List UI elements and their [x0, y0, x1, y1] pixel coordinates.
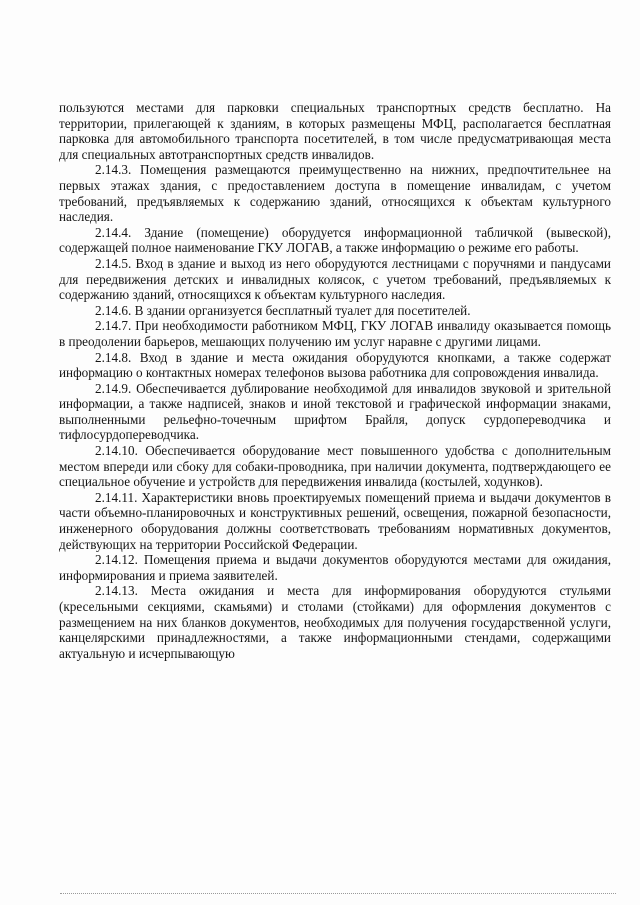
- paragraph-2-14-10: 2.14.10. Обеспечивается оборудование мест повышенного удобства с дополнительным местом впереди или сбоку для собаки-проводника, при наличии документа, подтверждающего ее специальное обучение и устройств для передвижения инвалида (костылей, ходунков).: [59, 443, 611, 490]
- paragraph-2-14-9: 2.14.9. Обеспечивается дублирование необходимой для инвалидов звуковой и зрительной информации, а также надписей, знаков и иной текстовой и графической информации знаками, выполненными рельефно-точечным шрифтом Брайля, допуск сурдопереводчика и тифлосурдопереводчика.: [59, 380, 611, 443]
- paragraph-2-14-3: 2.14.3. Помещения размещаются преимущественно на нижних, предпочтительнее на первых этажах здания, с предоставлением доступа в помещение инвалидам, с учетом требований, предъявляемых к содержанию зданий, относящихся к объектам культурного наследия.: [59, 162, 611, 225]
- paragraph-parking: пользуются местами для парковки специальных транспортных средств бесплатно. На территории, прилегающей к зданиям, в которых размещены МФЦ, располагается бесплатная парковка для автомобильного транспорта посетителей, в том числе предусматривающая места для специальных автотранспортных средств инвалидов.: [59, 100, 611, 162]
- document-text: [59, 100, 611, 661]
- paragraph-2-14-11: 2.14.11. Характеристики вновь проектируемых помещений приема и выдачи документов в части объемно-планировочных и конструктивных решений, освещения, пожарной безопасности, инженерного оборудования должны соответствовать требованиям нормативных документов, действующих на территории Российской Федерации.: [59, 489, 611, 552]
- paragraph-2-14-8: 2.14.8. Вход в здание и места ожидания оборудуются кнопками, а также содержат информацию о контактных номерах телефонов вызова работника для сопровождения инвалида.: [59, 349, 611, 381]
- page-bottom-edge: [60, 893, 616, 894]
- paragraph-2-14-4: 2.14.4. Здание (помещение) оборудуется информационной табличкой (вывеской), содержащей полное наименование ГКУ ЛОГАВ, а также информацию о режиме его работы.: [59, 224, 611, 256]
- paragraph-2-14-13: 2.14.13. Места ожидания и места для информирования оборудуются стульями (кресельными секциями, скамьями) и столами (стойками) для оформления документов с размещением на них бланков документов, необходимых для получения государственной услуги, канцелярскими принадлежностями, а также информационными стендами, содержащими актуальную и исчерпывающую: [59, 583, 611, 661]
- paragraph-2-14-12: 2.14.12. Помещения приема и выдачи документов оборудуются местами для ожидания, информирования и приема заявителей.: [59, 552, 611, 583]
- paragraph-2-14-7: 2.14.7. При необходимости работником МФЦ, ГКУ ЛОГАВ инвалиду оказывается помощь в преодолении барьеров, мешающих получению им услуг наравне с другими лицами.: [59, 318, 611, 349]
- paragraph-2-14-5: 2.14.5. Вход в здание и выход из него оборудуются лестницами с поручнями и пандусами для передвижения детских и инвалидных колясок, с учетом требований, предъявляемых к содержанию зданий, относящихся к объектам культурного наследия.: [59, 255, 611, 303]
- paragraph-2-14-6: 2.14.6. В здании организуется бесплатный туалет для посетителей.: [95, 302, 471, 318]
